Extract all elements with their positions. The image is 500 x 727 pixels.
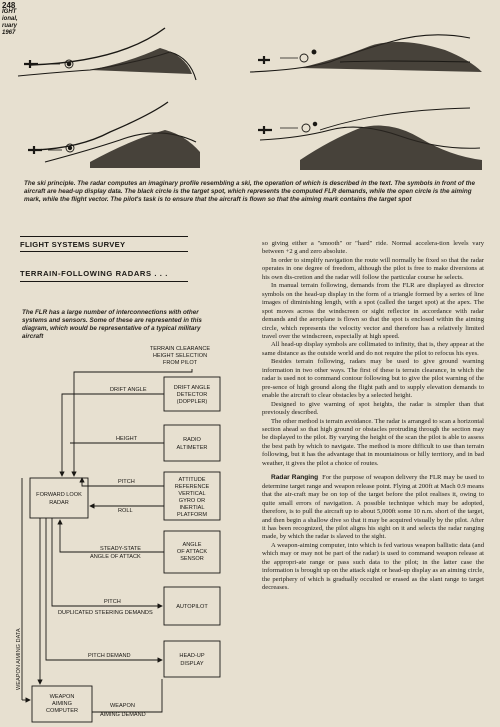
- paragraph: In order to simplify navigation the route will normally be fixed so that the radar operates in one degree of freedom, although the pilot is free to make diversions at his own dis-cretion and the radar will follow the particular course he selects.: [262, 256, 484, 281]
- diagram-caption: The FLR has a large number of interconnections with other systems and sensors. Some of these are represented in this diagram, which would be representative of a typical military aircraft: [22, 309, 202, 340]
- box-label: PLATFORM: [176, 512, 208, 518]
- paragraph: [262, 474, 484, 542]
- header-line: 1967: [2, 30, 16, 36]
- box-label: ATTITUDE: [178, 477, 206, 483]
- radio-altimeter-box: [164, 425, 220, 461]
- paragraph: All head-up display symbols are collimated to infinity, that is, they appear at the same distance as the outside world and do not require the pilot to refocus his eyes.: [262, 341, 484, 357]
- head-up-display-box: [164, 641, 220, 677]
- paragraph: so giving either a "smooth" or "hard" ride. Normal accelera-tion levels vary between +2 g and zero absolute.: [262, 240, 484, 256]
- line-label: ROLL: [118, 508, 133, 514]
- header-line: IGHT: [2, 9, 17, 15]
- box-label: ALTIMETER: [176, 445, 208, 451]
- box-label: (DOPPLER): [176, 399, 208, 405]
- box-label: RADIO: [183, 437, 201, 443]
- line-label: WEAPON: [110, 703, 135, 709]
- line-label: HEIGHT: [116, 436, 138, 442]
- paragraph-text: For the purpose of weapon delivery the FLR may be used to determine target range and weapon release point. Flying at 200ft at Mach 0.9 means that the air-craft may be on top of the target before the pilot realises it, owing to quite small errors of navigation. A possible technique which may be adopted, therefore, is to pull the aircraft up to about 5,000ft some 10 n.m. short of the target, and then begin a shallow dive so that it may be acquired visually by the pilot. After it has been recognized, the pilot aligns his sight on it and selects the radar ranging made, by which the radar is slaved to the sight.: [262, 474, 484, 541]
- article-title: TERRAIN-FOLLOWING RADARS . . .: [20, 269, 168, 278]
- line-label: ANGLE OF ATTACK: [90, 554, 141, 560]
- line-label: DRIFT ANGLE: [110, 387, 147, 393]
- box-label: GYRO OR: [178, 498, 206, 504]
- line-label: PITCH: [118, 479, 135, 485]
- box-label: OF ATTACK: [176, 549, 208, 555]
- paragraph: A weapon-aiming computer, into which is fed various weapon ballistic data (and which may or may not be part of the radar) is used to command weapon release at the appropri-ate range or pass such data to the pilot; in the latter case the information is brought up on the attack sight or head-up display as an aiming circle, the periphery of which is gradually occulted or erased as the slant range to target decreases.: [262, 541, 484, 592]
- box-label: DISPLAY: [180, 661, 204, 667]
- section-title: FLIGHT SYSTEMS SURVEY: [20, 240, 126, 249]
- subheading-radar-ranging: Radar Ranging: [271, 474, 319, 482]
- page-number: 248: [2, 1, 16, 10]
- paragraph: The other method is terrain avoidance. The radar is arranged to scan a horizontal section ahead so that high ground or obstacles protruding through the section may be displayed to the pilot. By varying the height of the scan the pilot is able to assess the best path by which to navigate. The method is more difficult to use than terrain following, but it has the advantage that in mountainous or hilly territory, and in bad weather, it gives the pilot a choice of routes.: [262, 417, 484, 467]
- box-label: AIMING: [52, 701, 72, 707]
- paragraph: Designed to give warning of spot heights, the radar is simpler than that previously described.: [262, 400, 484, 417]
- line-label: PITCH: [104, 599, 121, 605]
- box-label: REFERENCE: [174, 484, 210, 490]
- box-label: VERTICAL: [178, 491, 206, 497]
- top-label: TERRAIN CLEARANCE: [149, 346, 211, 352]
- header-line: ruary: [2, 23, 18, 29]
- line-label: PITCH DEMAND: [88, 653, 131, 659]
- box-label: DRIFT ANGLE: [173, 385, 211, 391]
- box-label: HEAD-UP: [179, 653, 205, 659]
- illustration-bottom-right: [258, 108, 482, 170]
- top-label: FROM PILOT: [162, 360, 198, 366]
- box-label: ANGLE: [182, 542, 202, 548]
- box-label: RADAR: [49, 500, 69, 506]
- box-label: FORWARD LOOK: [36, 492, 82, 498]
- article-body: [262, 240, 484, 593]
- box-label: INERTIAL: [179, 505, 205, 511]
- box-label: SENSOR: [180, 556, 204, 562]
- header-line: ional,: [2, 16, 18, 22]
- line-label: DUPLICATED STEERING DEMANDS: [58, 610, 153, 616]
- box-label: AUTOPILOT: [176, 604, 208, 610]
- illustration-top-right: [250, 35, 482, 72]
- box-label: COMPUTER: [45, 708, 79, 714]
- line-label: AIMING DEMAND: [100, 712, 146, 718]
- line-label: STEADY-STATE: [100, 546, 141, 552]
- top-label: HEIGHT SELECTION: [152, 353, 208, 359]
- box-label: DETECTOR: [176, 392, 208, 398]
- paragraph: In manual terrain following, demands from the FLR are displayed as director symbols on the head-up display in the form of a triangle formed by a series of line images of diminishing length, with a spot (called the target spot) at the apex. The spot moves across the windscreen or sight reflector in accordance with radar demands and the aeroplane is flown so that the spot is enclosed within the aiming circle, which represents the velocity vector and therefore has a relatively limited travel over the windscreen, especially at high speed.: [262, 282, 484, 340]
- paragraph: Besides terrain following, radars may be used to give ground warning information in two other ways. The first of these is terrain clearance, in which the radar is used not to command contour following but to give the pilot warning of the pre-sence of high ground along the flight path and to supply elevation demands to enable the aircraft to clear obstacles by a selected height.: [262, 358, 484, 400]
- line-label-vertical: WEAPON AIMING DATA: [16, 628, 22, 690]
- box-label: WEAPON: [49, 694, 75, 700]
- figure-caption: The ski principle. The radar computes an imaginary profile resembling a ski, the operation of which is described in the text. The symbols in front of the aircraft are head-up display data. The black circle is the target spot, which represents the computed FLR demands, while the open circle is the aiming mark, while the flight vector. The pilot's task is to ensure that the aircraft is flown so that the aiming mark contains the target spot: [24, 180, 476, 203]
- forward-look-radar-box: [30, 478, 88, 518]
